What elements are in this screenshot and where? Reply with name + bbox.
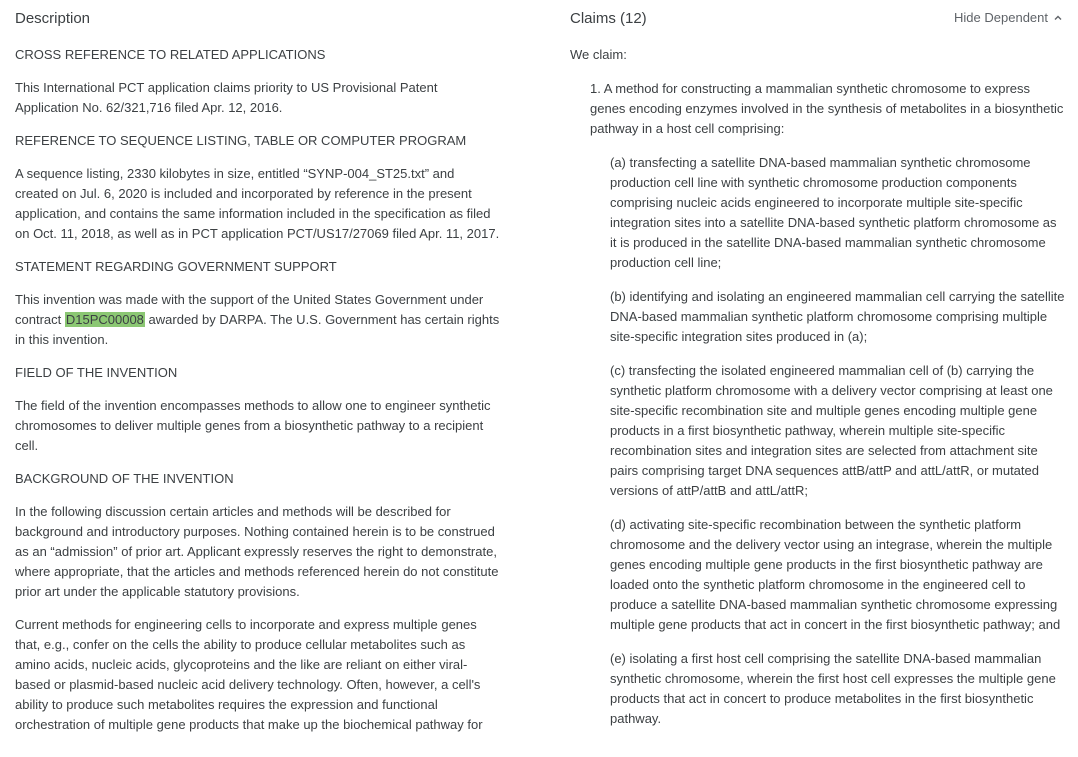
claims-panel (570, 0, 1065, 757)
hide-dependent-button[interactable] (954, 10, 1063, 26)
section-heading-government-support: STATEMENT REGARDING GOVERNMENT SUPPORT (15, 259, 337, 274)
chevron-up-icon (1053, 13, 1063, 23)
description-body (15, 45, 500, 748)
section-heading-cross-reference: CROSS REFERENCE TO RELATED APPLICATIONS (15, 47, 326, 62)
claims-intro: We claim: (570, 47, 627, 62)
sequence-listing-paragraph: A sequence listing, 2330 kilobytes in size, entitled “SYNP-004_ST25.txt” and created on Jul. 6, 2020 is included and incorporated by reference in the present application, and contains the same information included in the specification as filed on Oct. 11, 2018, as well as in PCT application PCT/US17/27069 filed Apr. 11, 2017. (15, 166, 500, 241)
government-support-paragraph (15, 290, 500, 350)
field-paragraph: The field of the invention encompasses methods to allow one to engineer synthetic chromosomes to deliver multiple genes from a biosynthetic pathway to a recipient cell. (15, 398, 491, 453)
description-title: Description (15, 10, 91, 27)
claim-1-step-c: (c) transfecting the isolated engineered mammalian cell of (b) carrying the synthetic platform chromosome with a delivery vector comprising at least one site-specific recombination site and multiple genes encoding multiple gene products in a first biosynthetic pathway, wherein multiple site-specific recombination sites and integration sites are selected from attachment site pairs comprising target DNA sequences attB/attP and attL/attR, or mutated versions of attP/attB and attL/attR; (610, 363, 1053, 498)
background-paragraph-2: Current methods for engineering cells to incorporate and express multiple genes that, e.g., confer on the cells the ability to produce cellular metabolites such as amino acids, nucleic acids, glycoproteins and the like are reliant on either viral-based or plasmid-based nucleic acid delivery technology. Often, however, a cell's ability to produce such metabolites requires the expression and functional orchestration of multiple gene products that make up the biochemical pathway for (15, 617, 483, 732)
claim-1: 1. A method for constructing a mammalian synthetic chromosome to express genes encoding enzymes involved in the synthesis of metabolites in a biosynthetic pathway in a host cell comprising: (590, 81, 1064, 136)
hide-dependent-label: Hide Dependent (954, 10, 1048, 25)
claim-1-step-e: (e) isolating a first host cell comprising the satellite DNA-based mammalian synthetic chromosome, wherein the first host cell expresses the multiple gene products that act in concert to produce metabolites in the first biosynthetic pathway. (610, 651, 1056, 726)
background-paragraph-1: In the following discussion certain articles and methods will be described for background and introductory purposes. Nothing contained herein is to be construed as an “admission” of prior art. Applicant expressly reserves the right to demonstrate, where appropriate, that the articles and methods referenced herein do not constitute prior art under the applicable statutory provisions. (15, 504, 499, 599)
claim-1-step-a: (a) transfecting a satellite DNA-based mammalian synthetic chromosome production cell line with synthetic chromosome production components comprising nucleic acids engineered to incorporate multiple site-specific integration sites into a satellite DNA-based synthetic platform chromosome as it is produced in the satellite DNA-based mammalian synthetic chromosome production cell line; (610, 155, 1057, 270)
section-heading-field: FIELD OF THE INVENTION (15, 365, 178, 380)
claim-1-step-d: (d) activating site-specific recombination between the synthetic platform chromosome and the delivery vector using an integrase, wherein the multiple genes encoding multiple gene products in the first biosynthetic pathway are loaded onto the synthetic platform chromosome in the engineered cell to produce a satellite DNA-based mammalian synthetic chromosome expressing multiple gene products that act in concert in the first biosynthetic pathway; and (610, 517, 1061, 632)
description-panel (15, 0, 500, 757)
government-support-text-after: awarded by DARPA. The U.S. Government has certain rights in this invention. (15, 312, 500, 347)
claims-body (570, 45, 1065, 743)
government-support-text-before: This invention was made with the support of the United States Government under contract (15, 292, 484, 327)
claims-title: Claims (12) (570, 10, 647, 27)
highlighted-contract-number: D15PC00008 (65, 312, 144, 327)
section-heading-sequence-listing: REFERENCE TO SEQUENCE LISTING, TABLE OR COMPUTER PROGRAM (15, 133, 467, 148)
claim-1-step-b: (b) identifying and isolating an engineered mammalian cell carrying the satellite DNA-based mammalian synthetic platform chromosome comprising multiple site-specific integration sites produced in (a); (610, 289, 1065, 344)
cross-reference-paragraph: This International PCT application claims priority to US Provisional Patent Application No. 62/321,716 filed Apr. 12, 2016. (15, 80, 438, 115)
section-heading-background: BACKGROUND OF THE INVENTION (15, 471, 234, 486)
